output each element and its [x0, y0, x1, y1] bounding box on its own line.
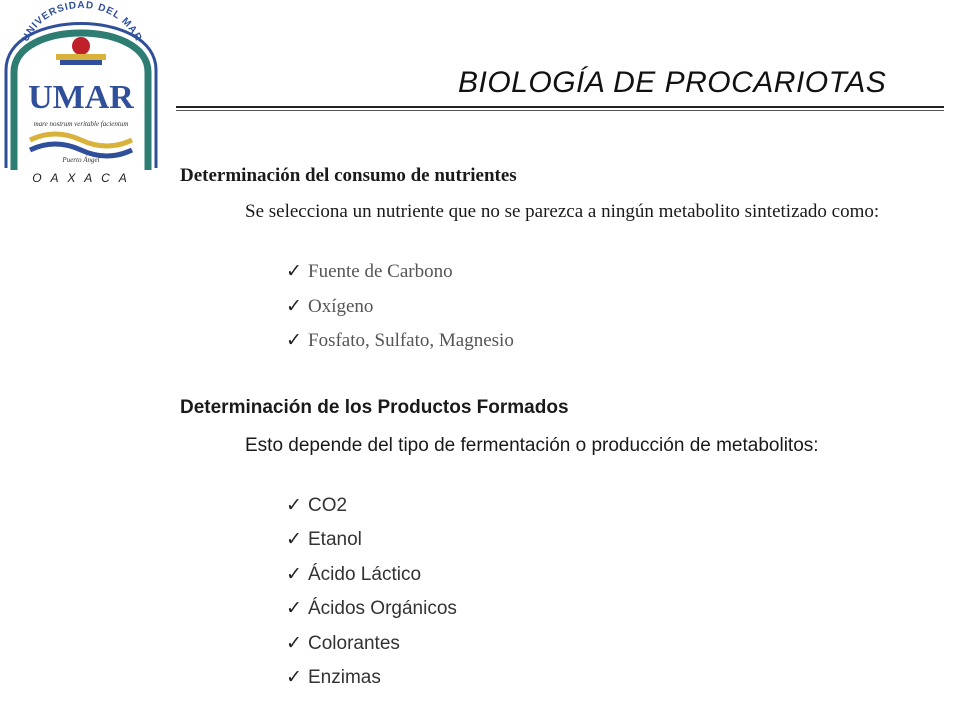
products-list [286, 494, 457, 700]
checkmark-icon: ✓ [286, 529, 302, 551]
list-item-label: Fuente de Carbono [308, 261, 453, 282]
list-item [286, 597, 457, 631]
title-underline [176, 106, 944, 108]
list-item [286, 329, 514, 364]
checkmark-icon: ✓ [286, 632, 302, 654]
title-underline-shadow [176, 110, 944, 111]
logo-motto: mare nostrum veritable facientum [33, 120, 129, 128]
logo-monogram: UMAR [28, 79, 134, 116]
list-item-label: CO2 [308, 495, 348, 516]
checkmark-icon: ✓ [286, 261, 302, 282]
section-heading-nutrients: Determinación del consumo de nutrientes [180, 165, 517, 186]
list-item-label: Oxígeno [308, 295, 374, 317]
list-item-label: Ácidos Orgánicos [308, 598, 457, 620]
list-item-label: Enzimas [308, 666, 381, 688]
list-item [286, 494, 457, 528]
section-heading-products: Determinación de los Productos Formados [180, 397, 569, 418]
list-item-label: Etanol [308, 529, 362, 551]
list-item [286, 260, 514, 295]
section-paragraph-products: Esto depende del tipo de fermentación o producción de metabolitos: [245, 435, 819, 456]
checkmark-icon: ✓ [286, 598, 302, 620]
list-item-label: Ácido Láctico [308, 563, 422, 585]
checkmark-icon: ✓ [286, 563, 302, 585]
checkmark-icon: ✓ [286, 295, 302, 317]
list-item [286, 295, 514, 330]
page-title: BIOLOGÍA DE PROCARIOTAS [458, 66, 887, 99]
logo-state: O A X A C A [32, 171, 130, 185]
list-item-label: Colorantes [308, 632, 400, 654]
list-item [286, 632, 457, 666]
checkmark-icon: ✓ [286, 666, 302, 688]
list-item [286, 666, 457, 700]
nutrient-list [286, 260, 514, 364]
list-item [286, 563, 457, 597]
universidad-del-mar-logo [0, 0, 162, 192]
checkmark-icon: ✓ [286, 330, 302, 352]
checkmark-icon: ✓ [286, 495, 302, 516]
logo-ring-text: UNIVERSIDAD DEL MAR [20, 0, 144, 44]
list-item-label: Fosfato, Sulfato, Magnesio [308, 330, 514, 352]
svg-text:UNIVERSIDAD DEL MAR [20, 0, 144, 44]
logo-campus: Puerto Ángel [62, 156, 100, 164]
section-paragraph-nutrients: Se selecciona un nutriente que no se parezca a ningún metabolito sintetizado como: [245, 201, 880, 222]
list-item [286, 528, 457, 562]
